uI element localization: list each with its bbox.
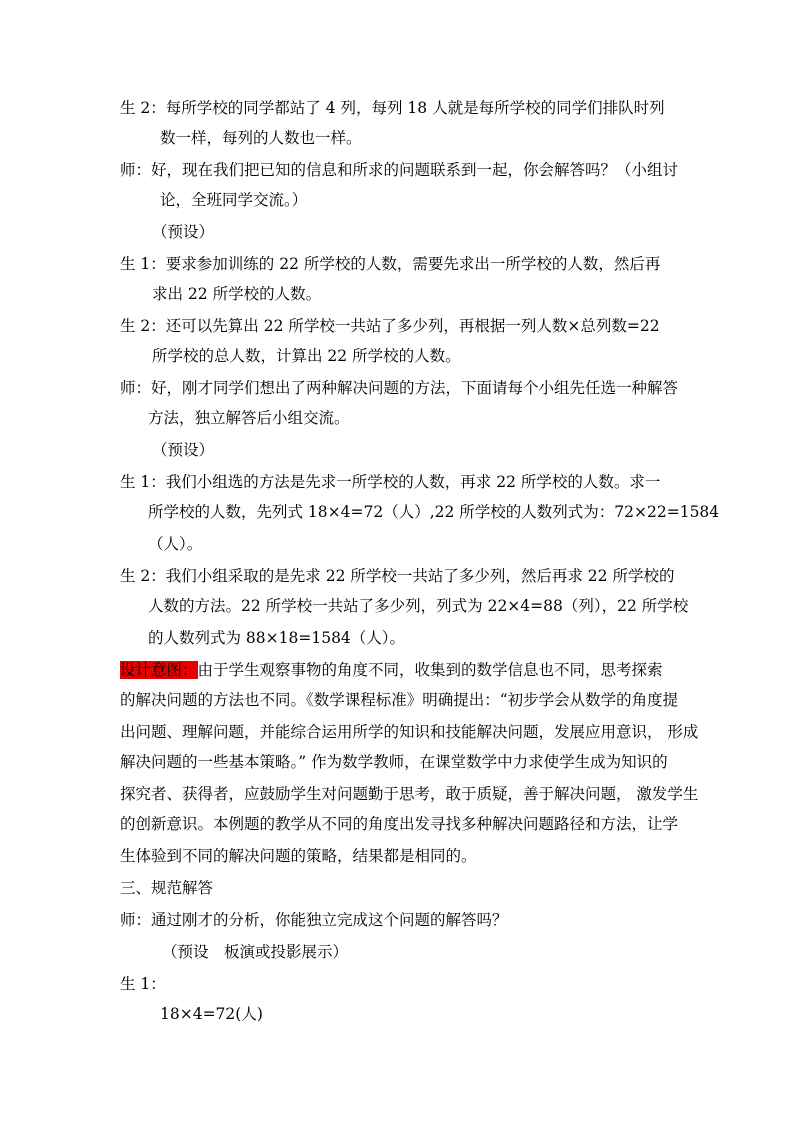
dialogue-line: 求出 22 所学校的人数。: [152, 285, 322, 303]
dialogue-line: 师：通过刚才的分析，你能独立完成这个问题的解答吗？: [120, 911, 508, 929]
dialogue-line: 所学校的总人数，计算出 22 所学校的人数。: [152, 347, 461, 365]
equation-line: 18×4=72(人): [160, 1005, 263, 1023]
paragraph-line: 的创新意识。本例题的教学从不同的角度出发寻找多种解决问题路径和方法，让学: [120, 815, 679, 833]
preset-label: （预设）: [152, 441, 215, 459]
dialogue-line: 数一样，每列的人数也一样。: [160, 129, 362, 147]
section-heading: 三、规范解答: [120, 879, 214, 897]
paragraph-line: 解决问题的一些基本策略。” 作为数学教师，在课堂数学中力求使学生成为知识的: [120, 753, 668, 771]
dialogue-line: （人）。: [148, 535, 203, 553]
design-intent-line: [120, 660, 663, 680]
dialogue-line: 生 2：还可以先算出 22 所学校一共站了多少列，再根据一列人数×总列数=22: [120, 317, 660, 335]
preset-label: （预设 板演或投影展示）: [162, 943, 349, 961]
dialogue-line: 所学校的人数，先列式 18×4=72（人）,22 所学校的人数列式为：72×22=1584: [148, 503, 720, 521]
dialogue-line: 师：好，刚才同学们想出了两种解决问题的方法，下面请每个小组先任选一种解答: [120, 379, 679, 397]
paragraph-line: 探究者、获得者，应鼓励学生对问题勤于思考，敢于质疑，善于解决问题， 激发学生: [120, 785, 699, 803]
dialogue-line: 的人数列式为 88×18=1584（人）。: [148, 629, 406, 647]
dialogue-line: 生 1：要求参加训练的 22 所学校的人数，需要先求出一所学校的人数，然后再: [120, 255, 661, 273]
dialogue-line: 方法，独立解答后小组交流。: [148, 409, 350, 427]
paragraph-line: 的解决问题的方法也不同。《数学课程标准》明确提出：“初步学会从数学的角度提: [120, 691, 679, 709]
dialogue-line: 生 2：每所学校的同学都站了 4 列，每列 18 人就是每所学校的同学们排队时列: [120, 99, 665, 117]
dialogue-line: 生 2：我们小组采取的是先求 22 所学校一共站了多少列，然后再求 22 所学校的: [120, 567, 675, 585]
paragraph-line: 出问题、理解问题，并能综合运用所学的知识和技能解决问题，发展应用意识， 形成: [120, 723, 699, 741]
paragraph-line: 生体验到不同的解决问题的策略，结果都是相同的。: [120, 847, 477, 865]
dialogue-line: 生 1：: [120, 975, 166, 993]
dialogue-line: 师：好，现在我们把已知的信息和所求的问题联系到一起，你会解答吗？（小组讨: [120, 161, 679, 179]
dialogue-line: 人数的方法。22 所学校一共站了多少列，列式为 22×4=88（列），22 所学校: [148, 597, 689, 615]
design-intent-text: 由于学生观察事物的角度不同，收集到的数学信息也不同，思考探索: [197, 661, 663, 679]
dialogue-line: 论，全班同学交流。）: [160, 191, 308, 209]
design-intent-highlight: 设计意图：: [120, 661, 198, 679]
dialogue-line: 生 1：我们小组选的方法是先求一所学校的人数，再求 22 所学校的人数。求一: [120, 473, 661, 491]
preset-label: （预设）: [152, 223, 215, 241]
